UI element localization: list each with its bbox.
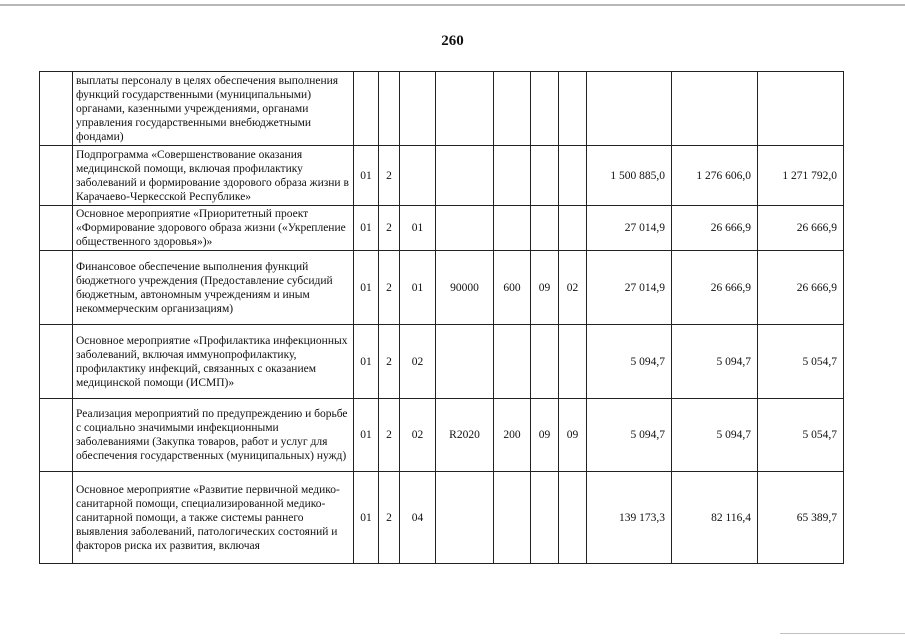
amount-3-cell: 5 054,7 xyxy=(758,325,844,399)
amount-2-cell: 5 094,7 xyxy=(672,399,758,472)
code-1-cell: 01 xyxy=(354,472,379,564)
amount-1-cell xyxy=(587,72,672,146)
code-5-cell: 600 xyxy=(494,251,531,325)
code-6-cell xyxy=(531,325,559,399)
code-4-cell: R2020 xyxy=(436,399,494,472)
code-1-cell: 01 xyxy=(354,206,379,251)
description-cell: Основное мероприятие «Приоритетный проект «Формирование здорового образа жизни («Укрепление общественного здоровья»)» xyxy=(73,206,354,251)
code-2-cell: 2 xyxy=(379,251,400,325)
index-cell xyxy=(40,72,73,146)
code-7-cell: 09 xyxy=(559,399,587,472)
code-6-cell xyxy=(531,72,559,146)
code-6-cell xyxy=(531,206,559,251)
amount-2-cell: 5 094,7 xyxy=(672,325,758,399)
code-6-cell: 09 xyxy=(531,399,559,472)
code-5-cell xyxy=(494,325,531,399)
index-cell xyxy=(40,472,73,564)
code-3-cell: 01 xyxy=(400,206,436,251)
code-4-cell xyxy=(436,146,494,206)
amount-1-cell: 139 173,3 xyxy=(587,472,672,564)
code-4-cell xyxy=(436,206,494,251)
scan-top-edge xyxy=(0,4,905,6)
description-cell: Основное мероприятие «Развитие первичной медико-санитарной помощи, специализированной медико-санитарной помощи, а также системы раннего выявления заболеваний, патологических состояний и факторов риска их развития, включая xyxy=(73,472,354,564)
amount-1-cell: 5 094,7 xyxy=(587,325,672,399)
code-5-cell xyxy=(494,146,531,206)
code-4-cell: 90000 xyxy=(436,251,494,325)
amount-3-cell: 1 271 792,0 xyxy=(758,146,844,206)
description-cell: Финансовое обеспечение выполнения функций бюджетного учреждения (Предоставление субсидий бюджетным, автономным учреждениям и иным некоммерческим организациям) xyxy=(73,251,354,325)
amount-1-cell: 5 094,7 xyxy=(587,399,672,472)
code-5-cell xyxy=(494,206,531,251)
code-2-cell: 2 xyxy=(379,472,400,564)
code-5-cell xyxy=(494,472,531,564)
code-2-cell xyxy=(379,72,400,146)
code-7-cell xyxy=(559,472,587,564)
code-3-cell: 01 xyxy=(400,251,436,325)
table-row xyxy=(40,146,844,206)
amount-3-cell: 26 666,9 xyxy=(758,206,844,251)
amount-2-cell xyxy=(672,72,758,146)
code-6-cell: 09 xyxy=(531,251,559,325)
code-5-cell xyxy=(494,72,531,146)
amount-1-cell: 1 500 885,0 xyxy=(587,146,672,206)
amount-2-cell: 26 666,9 xyxy=(672,251,758,325)
page-number: 260 xyxy=(441,33,464,49)
code-3-cell xyxy=(400,146,436,206)
amount-2-cell: 82 116,4 xyxy=(672,472,758,564)
table-body xyxy=(40,72,844,564)
code-2-cell: 2 xyxy=(379,206,400,251)
index-cell xyxy=(40,399,73,472)
code-3-cell xyxy=(400,72,436,146)
code-5-cell: 200 xyxy=(494,399,531,472)
description-cell: Подпрограмма «Совершенствование оказания медицинской помощи, включая профилактику заболеваний и формирование здорового образа жизни в Карачаево-Черкесской Республике» xyxy=(73,146,354,206)
code-7-cell xyxy=(559,206,587,251)
table-row xyxy=(40,72,844,146)
code-1-cell xyxy=(354,72,379,146)
amount-2-cell: 1 276 606,0 xyxy=(672,146,758,206)
code-1-cell: 01 xyxy=(354,251,379,325)
table-row xyxy=(40,325,844,399)
amount-3-cell xyxy=(758,72,844,146)
code-2-cell: 2 xyxy=(379,399,400,472)
code-3-cell: 02 xyxy=(400,325,436,399)
description-cell: выплаты персоналу в целях обеспечения выполнения функций государственными (муниципальными) органами, казенными учреждениями, органами управления государственными внебюджетными фондами) xyxy=(73,72,354,146)
code-7-cell xyxy=(559,325,587,399)
table-row xyxy=(40,206,844,251)
code-4-cell xyxy=(436,325,494,399)
code-1-cell: 01 xyxy=(354,325,379,399)
index-cell xyxy=(40,146,73,206)
code-3-cell: 04 xyxy=(400,472,436,564)
amount-3-cell: 26 666,9 xyxy=(758,251,844,325)
code-4-cell xyxy=(436,472,494,564)
amount-2-cell: 26 666,9 xyxy=(672,206,758,251)
index-cell xyxy=(40,325,73,399)
amount-1-cell: 27 014,9 xyxy=(587,251,672,325)
description-cell: Реализация мероприятий по предупреждению и борьбе с социально значимыми инфекционными заболеваниями (Закупка товаров, работ и услуг для обеспечения государственных (муниципальных) нужд) xyxy=(73,399,354,472)
amount-3-cell: 65 389,7 xyxy=(758,472,844,564)
index-cell xyxy=(40,206,73,251)
scan-bottom-edge xyxy=(780,633,905,634)
code-7-cell: 02 xyxy=(559,251,587,325)
code-3-cell: 02 xyxy=(400,399,436,472)
index-cell xyxy=(40,251,73,325)
amount-1-cell: 27 014,9 xyxy=(587,206,672,251)
code-6-cell xyxy=(531,472,559,564)
code-7-cell xyxy=(559,146,587,206)
code-7-cell xyxy=(559,72,587,146)
table-row xyxy=(40,399,844,472)
amount-3-cell: 5 054,7 xyxy=(758,399,844,472)
code-4-cell xyxy=(436,72,494,146)
code-6-cell xyxy=(531,146,559,206)
table-row xyxy=(40,251,844,325)
code-2-cell: 2 xyxy=(379,146,400,206)
code-2-cell: 2 xyxy=(379,325,400,399)
budget-table xyxy=(39,71,844,564)
description-cell: Основное мероприятие «Профилактика инфекционных заболеваний, включая иммунопрофилактику, профилактику инфекций, связанных с оказанием медицинской помощи (ИСМП)» xyxy=(73,325,354,399)
code-1-cell: 01 xyxy=(354,146,379,206)
table-row xyxy=(40,472,844,564)
code-1-cell: 01 xyxy=(354,399,379,472)
